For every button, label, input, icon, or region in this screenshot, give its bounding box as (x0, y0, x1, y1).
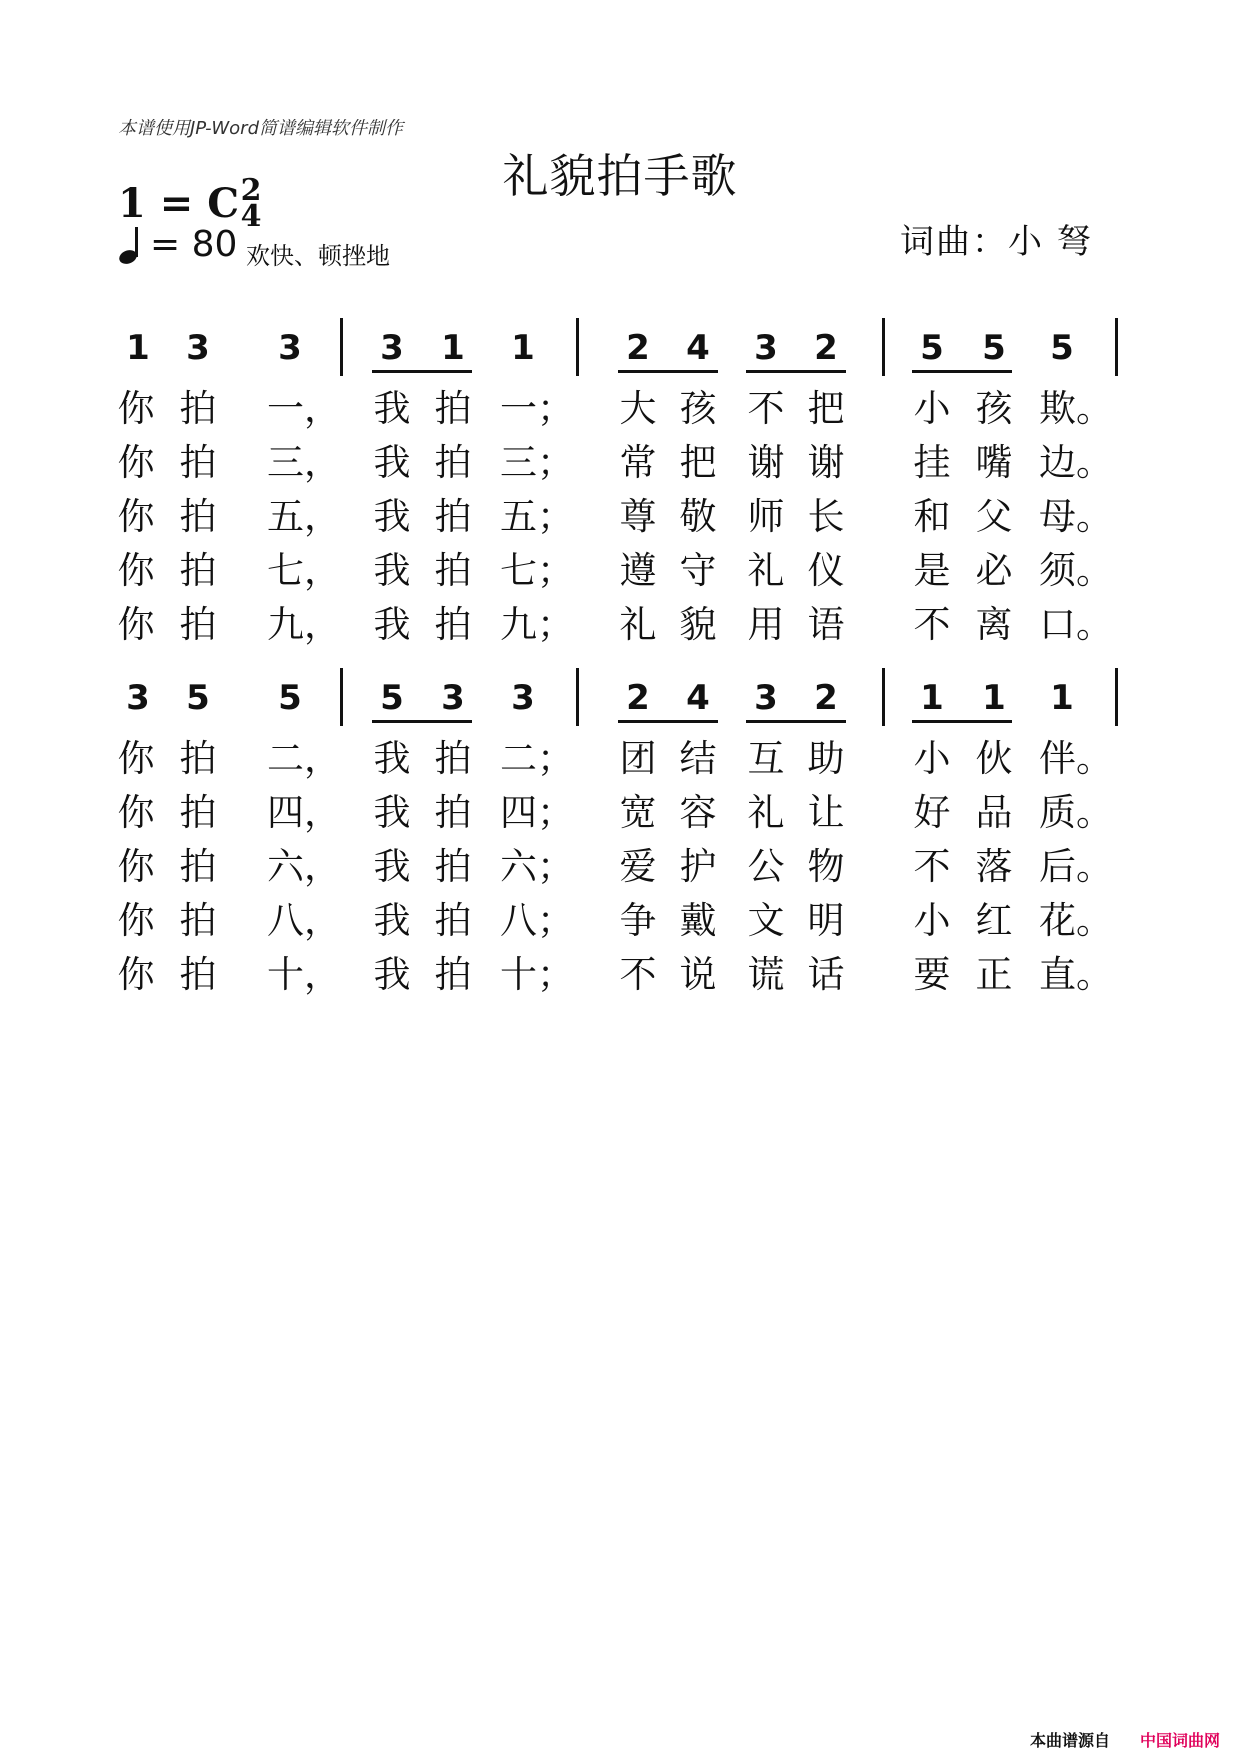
bar-line (882, 318, 885, 376)
lyric-char: 团 (619, 737, 657, 780)
lyric-char: 欺。 (1039, 387, 1113, 430)
lyric-char: 花。 (1039, 899, 1113, 942)
note-numeral: 3 (441, 678, 465, 718)
key-signature: 1 = C (118, 180, 240, 227)
note-numeral: 5 (1050, 328, 1074, 368)
lyric-char: 我 (373, 387, 411, 430)
note-numeral: 5 (920, 328, 944, 368)
lyric-char: 我 (373, 603, 411, 646)
note-numeral: 1 (511, 328, 535, 368)
note-numeral: 5 (982, 328, 1006, 368)
lyric-char: 礼 (747, 791, 785, 834)
lyric-char: 把 (679, 441, 717, 484)
lyric-char: 拍 (434, 387, 472, 430)
note-numeral: 3 (511, 678, 535, 718)
lyric-char: 文 (747, 899, 785, 942)
lyric-char: 一； (500, 387, 574, 430)
note-numeral: 3 (380, 328, 404, 368)
note-numeral: 5 (186, 678, 210, 718)
note-numeral: 1 (920, 678, 944, 718)
lyric-char: 拍 (179, 549, 217, 592)
note-numeral: 2 (626, 328, 650, 368)
lyric-char: 孩 (679, 387, 717, 430)
lyric-char: 拍 (179, 441, 217, 484)
lyric-char: 口。 (1039, 603, 1113, 646)
lyric-char: 护 (679, 845, 717, 888)
lyric-char: 谎 (747, 953, 785, 996)
lyric-char: 落 (975, 845, 1013, 888)
lyric-char: 我 (373, 899, 411, 942)
lyric-char: 争 (619, 899, 657, 942)
lyric-char: 长 (807, 495, 845, 538)
lyric-char: 不 (913, 845, 951, 888)
lyric-char: 伙 (975, 737, 1013, 780)
eighth-note-beam (618, 370, 718, 373)
lyric-char: 六， (267, 845, 341, 888)
lyric-char: 二； (500, 737, 574, 780)
note-numeral: 3 (278, 328, 302, 368)
lyric-char: 边。 (1039, 441, 1113, 484)
lyric-char: 守 (679, 549, 717, 592)
lyric-char: 结 (679, 737, 717, 780)
lyric-char: 你 (117, 387, 155, 430)
lyric-char: 拍 (434, 791, 472, 834)
lyric-char: 你 (117, 603, 155, 646)
note-numeral: 2 (626, 678, 650, 718)
lyric-char: 我 (373, 791, 411, 834)
note-numeral: 5 (278, 678, 302, 718)
note-numeral: 3 (126, 678, 150, 718)
lyric-char: 大 (619, 387, 657, 430)
eighth-note-beam (372, 720, 472, 723)
lyric-char: 谢 (807, 441, 845, 484)
tempo-description: 欢快、顿挫地 (246, 242, 390, 270)
lyric-char: 离 (975, 603, 1013, 646)
lyric-char: 十， (267, 953, 341, 996)
lyric-char: 父 (975, 495, 1013, 538)
lyric-char: 我 (373, 953, 411, 996)
note-numeral: 3 (186, 328, 210, 368)
lyric-char: 不 (747, 387, 785, 430)
note-numeral: 1 (1050, 678, 1074, 718)
lyric-char: 我 (373, 495, 411, 538)
lyric-char: 说 (679, 953, 717, 996)
lyric-char: 你 (117, 495, 155, 538)
note-numeral: 5 (380, 678, 404, 718)
lyric-char: 嘴 (975, 441, 1013, 484)
footer-site-name: 中国词曲网 (1140, 1731, 1221, 1750)
note-numeral: 3 (754, 678, 778, 718)
eighth-note-beam (912, 720, 1012, 723)
lyric-char: 师 (747, 495, 785, 538)
lyric-char: 拍 (179, 845, 217, 888)
lyric-char: 拍 (434, 441, 472, 484)
lyric-char: 挂 (913, 441, 951, 484)
lyric-char: 拍 (179, 899, 217, 942)
lyric-char: 明 (807, 899, 845, 942)
lyric-char: 八； (500, 899, 574, 942)
lyric-char: 四； (500, 791, 574, 834)
lyric-char: 拍 (434, 899, 472, 942)
lyric-char: 拍 (434, 549, 472, 592)
lyric-char: 我 (373, 441, 411, 484)
lyric-char: 和 (913, 495, 951, 538)
eighth-note-beam (746, 720, 846, 723)
lyric-char: 九； (500, 603, 574, 646)
lyric-char: 用 (747, 603, 785, 646)
lyric-char: 拍 (179, 737, 217, 780)
bar-line (1115, 668, 1118, 726)
bar-line (1115, 318, 1118, 376)
time-sig-bottom: 4 (240, 199, 262, 234)
lyric-char: 后。 (1039, 845, 1113, 888)
lyric-char: 拍 (179, 603, 217, 646)
lyric-char: 三， (267, 441, 341, 484)
note-numeral: 2 (814, 678, 838, 718)
lyric-char: 尊 (619, 495, 657, 538)
lyric-char: 你 (117, 549, 155, 592)
lyric-char: 正 (975, 953, 1013, 996)
lyric-char: 仪 (807, 549, 845, 592)
lyric-char: 你 (117, 791, 155, 834)
tempo-marking (118, 224, 237, 265)
lyric-char: 你 (117, 845, 155, 888)
note-numeral: 4 (686, 678, 710, 718)
note-numeral: 1 (126, 328, 150, 368)
lyric-char: 八， (267, 899, 341, 942)
lyric-char: 五； (500, 495, 574, 538)
lyric-char: 我 (373, 737, 411, 780)
lyric-char: 四， (267, 791, 341, 834)
song-title: 礼貌拍手歌 (502, 149, 738, 203)
lyric-char: 孩 (975, 387, 1013, 430)
lyric-char: 我 (373, 549, 411, 592)
lyric-char: 宽 (619, 791, 657, 834)
lyric-char: 是 (913, 549, 951, 592)
lyric-char: 礼 (619, 603, 657, 646)
bar-line (576, 668, 579, 726)
lyric-char: 你 (117, 953, 155, 996)
lyric-char: 九， (267, 603, 341, 646)
lyric-char: 质。 (1039, 791, 1113, 834)
lyric-char: 七， (267, 549, 341, 592)
lyric-char: 遵 (619, 549, 657, 592)
lyric-char: 小 (913, 899, 951, 942)
eighth-note-beam (912, 370, 1012, 373)
note-numeral: 1 (441, 328, 465, 368)
lyric-char: 物 (807, 845, 845, 888)
lyric-char: 拍 (434, 953, 472, 996)
lyric-char: 你 (117, 441, 155, 484)
lyric-char: 三； (500, 441, 574, 484)
lyric-char: 十； (500, 953, 574, 996)
tempo-value: = 80 (150, 224, 238, 265)
lyric-char: 貌 (679, 603, 717, 646)
lyric-char: 直。 (1039, 953, 1113, 996)
note-numeral: 1 (982, 678, 1006, 718)
lyric-char: 公 (747, 845, 785, 888)
lyric-char: 敬 (679, 495, 717, 538)
bar-line (340, 318, 343, 376)
lyric-char: 谢 (747, 441, 785, 484)
time-signature (236, 173, 266, 234)
lyric-char: 爱 (619, 845, 657, 888)
lyric-char: 六； (500, 845, 574, 888)
lyric-char: 戴 (679, 899, 717, 942)
lyric-char: 好 (913, 791, 951, 834)
note-numeral: 4 (686, 328, 710, 368)
lyric-char: 拍 (434, 603, 472, 646)
lyric-char: 拍 (434, 737, 472, 780)
eighth-note-beam (372, 370, 472, 373)
lyric-char: 你 (117, 737, 155, 780)
eighth-note-beam (618, 720, 718, 723)
lyric-char: 礼 (747, 549, 785, 592)
lyric-char: 不 (913, 603, 951, 646)
bar-line (576, 318, 579, 376)
lyric-char: 小 (913, 737, 951, 780)
lyric-char: 七； (500, 549, 574, 592)
bar-line (340, 668, 343, 726)
lyric-char: 你 (117, 899, 155, 942)
lyric-char: 助 (807, 737, 845, 780)
lyric-char: 互 (747, 737, 785, 780)
eighth-note-beam (746, 370, 846, 373)
lyric-char: 拍 (179, 953, 217, 996)
lyric-char: 五， (267, 495, 341, 538)
lyric-char: 不 (619, 953, 657, 996)
lyric-char: 品 (975, 791, 1013, 834)
quarter-note-icon (118, 225, 146, 265)
lyric-char: 拍 (434, 495, 472, 538)
lyric-char: 拍 (179, 387, 217, 430)
footer-source-label: 本曲谱源自 (1030, 1731, 1111, 1750)
lyric-char: 我 (373, 845, 411, 888)
lyric-char: 要 (913, 953, 951, 996)
lyric-char: 语 (807, 603, 845, 646)
lyric-char: 常 (619, 441, 657, 484)
note-numeral: 3 (754, 328, 778, 368)
bar-line (882, 668, 885, 726)
lyric-char: 母。 (1039, 495, 1113, 538)
note-numeral: 2 (814, 328, 838, 368)
lyric-char: 拍 (434, 845, 472, 888)
lyric-char: 容 (679, 791, 717, 834)
lyric-char: 拍 (179, 791, 217, 834)
lyric-char: 必 (975, 549, 1013, 592)
lyric-char: 把 (807, 387, 845, 430)
lyric-char: 话 (807, 953, 845, 996)
software-note: 本谱使用JP-Word简谱编辑软件制作 (118, 118, 403, 139)
time-sig-top: 2 (240, 173, 262, 208)
lyricist-composer-credit: 词曲：小 弩 (900, 222, 1093, 262)
lyric-char: 二， (267, 737, 341, 780)
lyric-char: 小 (913, 387, 951, 430)
lyric-char: 须。 (1039, 549, 1113, 592)
lyric-char: 一， (267, 387, 341, 430)
lyric-char: 让 (807, 791, 845, 834)
lyric-char: 拍 (179, 495, 217, 538)
lyric-char: 红 (975, 899, 1013, 942)
lyric-char: 伴。 (1039, 737, 1113, 780)
